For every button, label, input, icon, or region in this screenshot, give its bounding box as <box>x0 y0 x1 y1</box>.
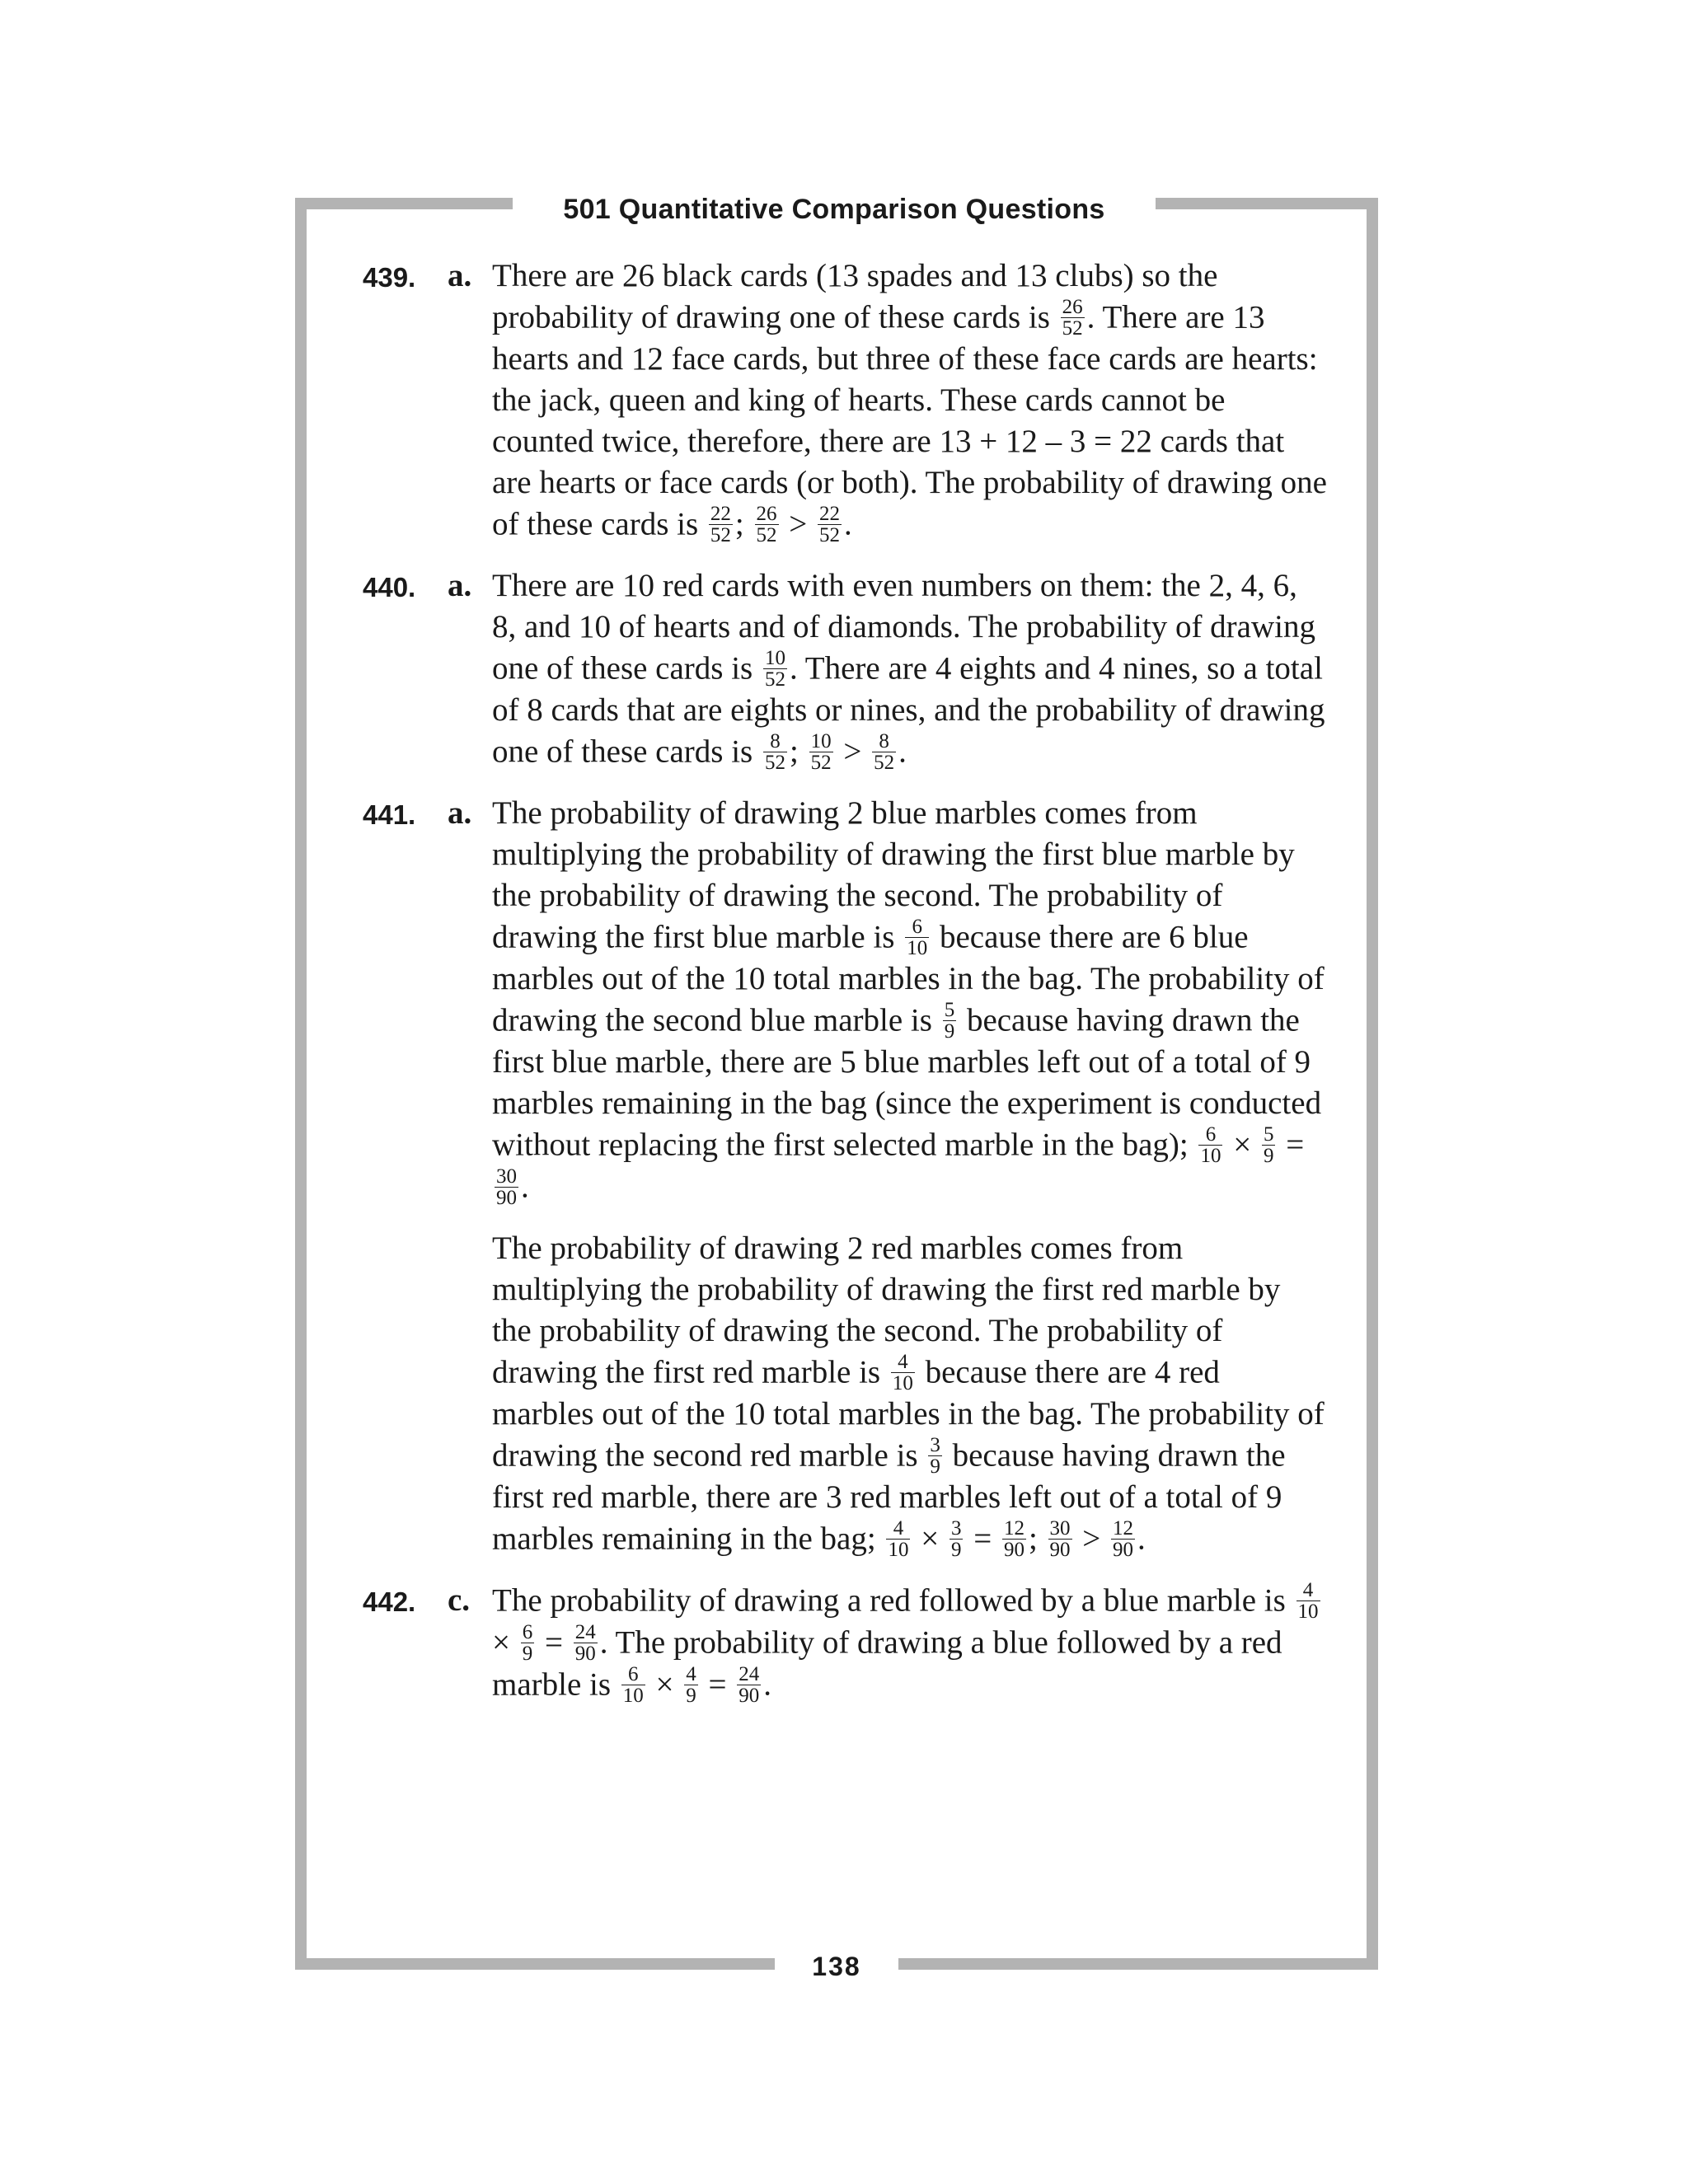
numerator: 24 <box>574 1621 596 1643</box>
denominator: 52 <box>710 524 731 546</box>
item-number: 439. <box>363 262 416 293</box>
fraction <box>763 648 787 690</box>
answer-letter: a. <box>448 568 472 603</box>
text-run: . <box>1137 1521 1146 1557</box>
fraction <box>891 1352 915 1394</box>
answer-letter: c. <box>448 1582 471 1618</box>
fraction <box>755 504 779 546</box>
answer-item-439 <box>363 255 1327 546</box>
denominator: 90 <box>1113 1539 1134 1561</box>
fraction <box>574 1622 598 1664</box>
text-run: × <box>1225 1127 1259 1163</box>
text-run: × <box>912 1521 947 1557</box>
page-header-title: 501 Quantitative Comparison Questions <box>513 186 1156 232</box>
fraction <box>1262 1124 1276 1166</box>
text-run: = <box>700 1666 735 1703</box>
text-run: ; <box>734 506 753 542</box>
fraction <box>684 1664 698 1706</box>
text-run: > <box>1074 1521 1109 1557</box>
explanation-paragraph <box>492 1228 1327 1560</box>
numerator: 6 <box>905 916 929 938</box>
denominator: 90 <box>1003 1539 1025 1561</box>
text-run: because having drawn the first red marble, there are 3 red marbles left out of a total of 9 marbles remaining in the bag; <box>492 1437 1286 1557</box>
fraction <box>1002 1518 1026 1560</box>
fraction <box>1296 1580 1320 1622</box>
denominator: 9 <box>944 1020 955 1043</box>
numerator: 24 <box>738 1663 760 1685</box>
numerator: 30 <box>1049 1517 1071 1540</box>
numerator: 5 <box>1263 1123 1274 1146</box>
denominator: 52 <box>1062 317 1083 340</box>
text-run: = <box>1278 1127 1305 1163</box>
denominator: 10 <box>892 1372 913 1394</box>
item-number: 442. <box>363 1586 416 1617</box>
text-run: . <box>844 506 852 542</box>
text-run: . There are 4 eights and 4 nines, so a total of 8 cards that are eights or nines, and the probability of drawing one of these cards is <box>492 650 1325 770</box>
text-run: × <box>492 1624 518 1661</box>
text-run: There are 10 red cards with even numbers on them: the 2, 4, 6, 8, and 10 of hearts and of diamonds. The probability of drawing one of these cards is <box>492 568 1315 687</box>
text-run: . <box>763 1666 772 1703</box>
numerator: 30 <box>496 1165 517 1188</box>
fraction <box>737 1664 761 1706</box>
denominator: 90 <box>1049 1539 1071 1561</box>
answer-list <box>363 255 1327 1726</box>
text-run: > <box>781 506 816 542</box>
numerator: 6 <box>1198 1124 1222 1146</box>
numerator: 22 <box>710 503 731 525</box>
denominator: 52 <box>764 752 785 774</box>
denominator: 52 <box>874 752 895 774</box>
numerator: 22 <box>819 503 841 525</box>
fraction <box>943 1000 957 1042</box>
fraction <box>1198 1124 1222 1166</box>
text-run: . <box>898 733 907 770</box>
fraction <box>872 731 896 773</box>
numerator: 4 <box>1296 1580 1320 1601</box>
text-run: The probability of drawing 2 red marbles comes from multiplying the probability of drawing the first red marble by the probability of drawing the second. The probability of drawing the first red marble is <box>492 1230 1281 1390</box>
fraction <box>928 1435 942 1477</box>
numerator: 8 <box>872 731 896 752</box>
denominator: 52 <box>819 524 841 546</box>
text-run: ; <box>789 733 807 770</box>
text-run: because there are 6 blue marbles out of the 10 total marbles in the bag. The probability of drawing the second blue marble is <box>492 919 1325 1038</box>
numerator: 26 <box>1062 296 1083 318</box>
fraction <box>1111 1518 1135 1560</box>
fraction <box>1061 297 1085 339</box>
fraction <box>809 731 833 773</box>
numerator: 10 <box>810 730 832 752</box>
denominator: 9 <box>686 1685 696 1707</box>
numerator: 5 <box>944 999 955 1021</box>
denominator: 10 <box>907 937 928 959</box>
denominator: 52 <box>756 524 777 546</box>
text-run: . There are 13 hearts and 12 face cards, but three of these face cards are hearts: the jack, queen and king of hearts. These cards cannot be counted twice, therefore, there are 13 + 12 – 3 = 22 cards that are hearts or face cards (or both). The probability of drawing one of these cards is <box>492 299 1327 542</box>
denominator: 90 <box>574 1643 596 1665</box>
denominator: 90 <box>496 1187 517 1209</box>
explanation-paragraph <box>492 255 1327 546</box>
fraction <box>905 916 929 958</box>
denominator: 10 <box>1297 1601 1319 1623</box>
text-run: > <box>835 733 870 770</box>
numerator: 8 <box>763 731 787 752</box>
denominator: 52 <box>764 668 785 691</box>
numerator: 12 <box>1003 1517 1025 1540</box>
numerator: 4 <box>891 1352 915 1373</box>
denominator: 90 <box>738 1685 760 1707</box>
item-number: 440. <box>363 572 416 602</box>
denominator: 9 <box>930 1455 940 1478</box>
answer-item-440 <box>363 565 1327 773</box>
numerator: 3 <box>950 1517 962 1540</box>
fraction <box>1048 1518 1072 1560</box>
denominator: 9 <box>522 1643 533 1665</box>
explanation-paragraph <box>492 1580 1327 1706</box>
denominator: 10 <box>622 1685 644 1707</box>
denominator: 52 <box>810 752 832 774</box>
answer-item-441 <box>363 793 1327 1560</box>
answer-letter: a. <box>448 258 472 293</box>
text-run: . <box>521 1169 529 1205</box>
answer-item-442 <box>363 1580 1327 1706</box>
answer-letter: a. <box>448 795 472 831</box>
denominator: 10 <box>888 1539 909 1561</box>
text-run: because there are 4 red marbles out of the 10 total marbles in the bag. The probability of drawing the second red marble is <box>492 1354 1325 1474</box>
numerator: 10 <box>764 647 785 669</box>
fraction <box>950 1518 964 1560</box>
text-run: = <box>965 1521 1000 1557</box>
text-run: because having drawn the first blue marble, there are 5 blue marbles left out of a total of 9 marbles remaining in the bag (since the experiment is conducted without replacing the first selected marble in the bag); <box>492 1002 1322 1163</box>
numerator: 6 <box>522 1621 533 1643</box>
text-run: . The probability of drawing a blue followed by a red marble is <box>492 1624 1282 1703</box>
text-run: There are 26 black cards (13 spades and 13 clubs) so the probability of drawing one of these cards is <box>492 258 1218 335</box>
fraction <box>886 1518 910 1560</box>
text-run: = <box>537 1624 571 1661</box>
fraction <box>818 504 842 546</box>
fraction <box>621 1664 645 1706</box>
fraction <box>763 731 787 773</box>
fraction <box>495 1166 518 1208</box>
fraction <box>521 1622 535 1664</box>
numerator: 4 <box>886 1518 910 1540</box>
item-number: 441. <box>363 799 416 830</box>
denominator: 10 <box>1200 1145 1221 1167</box>
text-run: × <box>647 1666 682 1703</box>
text-run: ; <box>1028 1521 1046 1557</box>
numerator: 3 <box>930 1434 940 1456</box>
text-run: The probability of drawing 2 blue marbles comes from multiplying the probability of drawing the first blue marble by the probability of drawing the second. The probability of drawing the first blue marble is <box>492 795 1295 955</box>
text-run: The probability of drawing a red followed by a blue marble is <box>492 1582 1294 1619</box>
page-number: 138 <box>775 1943 898 1990</box>
denominator: 9 <box>1263 1145 1274 1167</box>
explanation-paragraph <box>492 565 1327 773</box>
numerator: 6 <box>621 1664 645 1685</box>
numerator: 12 <box>1113 1517 1134 1540</box>
numerator: 26 <box>756 503 777 525</box>
explanation-paragraph <box>492 793 1327 1208</box>
fraction <box>709 504 733 546</box>
denominator: 9 <box>950 1539 962 1561</box>
numerator: 4 <box>686 1663 696 1685</box>
